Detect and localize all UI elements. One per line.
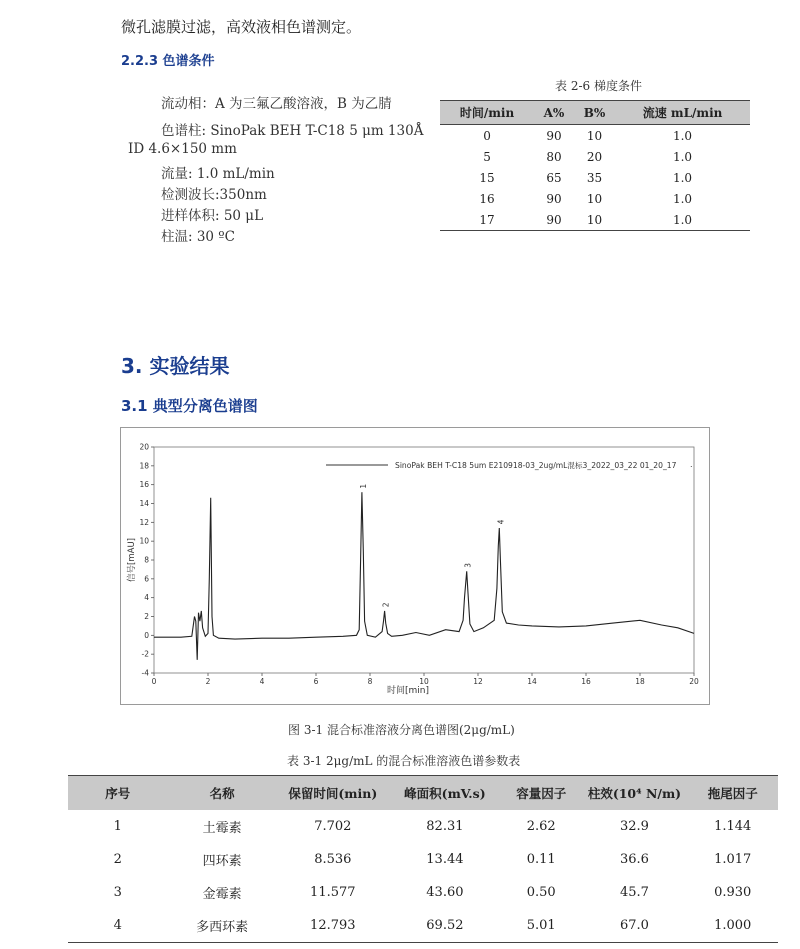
table-row xyxy=(440,209,750,231)
condition-flow: 流量: 1.0 mL/min xyxy=(161,166,275,182)
column-header: 容量因子 xyxy=(501,776,582,811)
cell: 0.50 xyxy=(526,885,556,900)
y-tick-label: 20 xyxy=(139,442,149,452)
column-header: 序号 xyxy=(68,776,168,811)
cell: 35 xyxy=(586,170,603,185)
cell: 10 xyxy=(586,128,603,143)
x-tick-label: 4 xyxy=(259,677,265,686)
y-tick-label: 8 xyxy=(144,555,149,565)
table-row xyxy=(440,167,750,188)
cell: 1.144 xyxy=(714,819,752,834)
cell: 32.9 xyxy=(619,819,649,834)
cell: 土霉素 xyxy=(202,821,242,836)
y-tick-label: -2 xyxy=(141,649,149,659)
column-header: 流速 mL/min xyxy=(615,101,750,125)
cell: 1 xyxy=(113,819,122,834)
cell: 8.536 xyxy=(314,852,352,867)
cell: 0.930 xyxy=(714,885,752,900)
x-tick-label: 16 xyxy=(581,677,591,686)
cell: 90 xyxy=(546,212,562,227)
y-tick-label: 4 xyxy=(144,593,149,603)
x-tick-label: 12 xyxy=(473,677,483,686)
legend-label: SinoPak BEH T-C18 5um E210918-03_2ug/mL混标3_2022_03_22 01_20_17 xyxy=(395,461,677,470)
column-header: 名称 xyxy=(168,776,277,811)
cell: 4 xyxy=(113,918,122,933)
y-axis-label: 信号[mAU] xyxy=(127,538,137,582)
table-row xyxy=(440,146,750,167)
condition-column: 色谱柱: SinoPak BEH T-C18 5 μm 130Å xyxy=(161,123,424,139)
cell: 15 xyxy=(479,170,495,185)
cell: 1.0 xyxy=(672,191,693,206)
table-row xyxy=(68,810,778,843)
cell: 0 xyxy=(483,128,491,143)
cell: 65 xyxy=(546,170,562,185)
x-tick-label: 20 xyxy=(689,677,699,686)
cell: 1.0 xyxy=(672,149,693,164)
cell: 69.52 xyxy=(426,918,464,933)
cell: 多西环素 xyxy=(196,920,249,935)
section-heading-3-1: 3.1 典型分离色谱图 xyxy=(121,397,258,415)
y-tick-label: 12 xyxy=(139,517,149,527)
column-header: 峰面积(mV.s) xyxy=(389,776,501,811)
condition-column-id: ID 4.6×150 mm xyxy=(128,141,237,157)
cell: 5.01 xyxy=(526,918,556,933)
cell: 45.7 xyxy=(619,885,649,900)
x-tick-label: 14 xyxy=(527,677,537,686)
cell: 3 xyxy=(113,885,122,900)
cell: 67.0 xyxy=(619,918,649,933)
cell: 16 xyxy=(479,191,495,206)
cell: 12.793 xyxy=(310,918,356,933)
cell: 36.6 xyxy=(619,852,649,867)
condition-temperature: 柱温: 30 ºC xyxy=(161,229,235,245)
cell: 0.11 xyxy=(526,852,556,867)
x-tick-label: 18 xyxy=(635,677,645,686)
cell: 10 xyxy=(586,191,603,206)
intro-line: 微孔滤膜过滤，高效液相色谱测定。 xyxy=(121,18,362,36)
peak-label: 3 xyxy=(463,562,473,568)
cell: 82.31 xyxy=(426,819,464,834)
condition-mobile-phase: 流动相：A 为三氟乙酸溶液，B 为乙腈 xyxy=(161,96,392,112)
table-row xyxy=(440,125,750,147)
gradient-table xyxy=(440,100,750,231)
cell: 11.577 xyxy=(310,885,356,900)
cell: 1.0 xyxy=(672,212,693,227)
column-header: 拖尾因子 xyxy=(687,776,778,811)
section-heading-2-2-3: 2.2.3 色谱条件 xyxy=(121,54,215,69)
x-tick-label: 2 xyxy=(205,677,211,686)
cell: 金霉素 xyxy=(202,887,242,902)
chromatographic-parameters-table xyxy=(68,775,778,943)
table-row xyxy=(68,843,778,876)
x-axis-label: 时间[min] xyxy=(387,686,429,696)
cell: 13.44 xyxy=(426,852,464,867)
peak-label: 1 xyxy=(358,483,368,489)
y-tick-label: 6 xyxy=(144,574,149,584)
y-tick-label: 2 xyxy=(144,612,149,621)
y-tick-label: 18 xyxy=(139,461,149,471)
table-row xyxy=(68,876,778,909)
cell: 1.000 xyxy=(714,918,752,933)
cell: 1.0 xyxy=(672,128,693,143)
peak-label: 4 xyxy=(496,519,506,525)
peak-label: 2 xyxy=(381,602,391,608)
column-header: 时间/min xyxy=(440,101,534,125)
cell: 2.62 xyxy=(526,819,556,834)
cell: 80 xyxy=(546,149,562,164)
cell: 17 xyxy=(479,212,495,227)
column-header: B% xyxy=(574,101,615,125)
cell: 20 xyxy=(586,149,603,164)
cell: 90 xyxy=(546,191,562,206)
legend-marker: . xyxy=(690,460,693,469)
table-row xyxy=(440,188,750,209)
y-tick-label: 16 xyxy=(139,480,149,490)
cell: 90 xyxy=(546,128,562,143)
column-header: A% xyxy=(534,101,574,125)
y-tick-label: 14 xyxy=(139,499,149,508)
x-tick-label: 0 xyxy=(151,677,157,686)
table-2-6-caption: 表 2-6 梯度条件 xyxy=(555,79,642,93)
condition-wavelength: 检测波长:350nm xyxy=(161,187,267,203)
y-tick-label: 10 xyxy=(139,536,149,546)
x-tick-label: 8 xyxy=(367,677,373,686)
table-3-1-caption: 表 3-1 2μg/mL 的混合标准溶液色谱参数表 xyxy=(287,754,521,768)
x-tick-label: 10 xyxy=(419,677,429,686)
column-header: 保留时间(min) xyxy=(277,776,389,811)
chromatogram-chart xyxy=(120,427,710,705)
y-tick-label: -4 xyxy=(141,668,149,678)
y-tick-label: 0 xyxy=(144,630,149,640)
table-row xyxy=(68,909,778,943)
figure-3-1-caption: 图 3-1 混合标准溶液分离色谱图(2μg/mL) xyxy=(288,723,515,737)
cell: 2 xyxy=(113,852,122,867)
cell: 5 xyxy=(483,149,491,164)
condition-injection: 进样体积: 50 μL xyxy=(161,208,264,224)
column-header: 柱效(10⁴ N/m) xyxy=(581,776,687,811)
x-tick-label: 6 xyxy=(313,677,319,686)
chromatogram-figure xyxy=(120,427,710,705)
cell: 7.702 xyxy=(314,819,352,834)
cell: 10 xyxy=(586,212,603,227)
cell: 43.60 xyxy=(426,885,464,900)
cell: 1.017 xyxy=(714,852,752,867)
section-heading-3: 3. 实验结果 xyxy=(121,354,230,378)
cell: 1.0 xyxy=(672,170,693,185)
cell: 四环素 xyxy=(202,854,242,869)
